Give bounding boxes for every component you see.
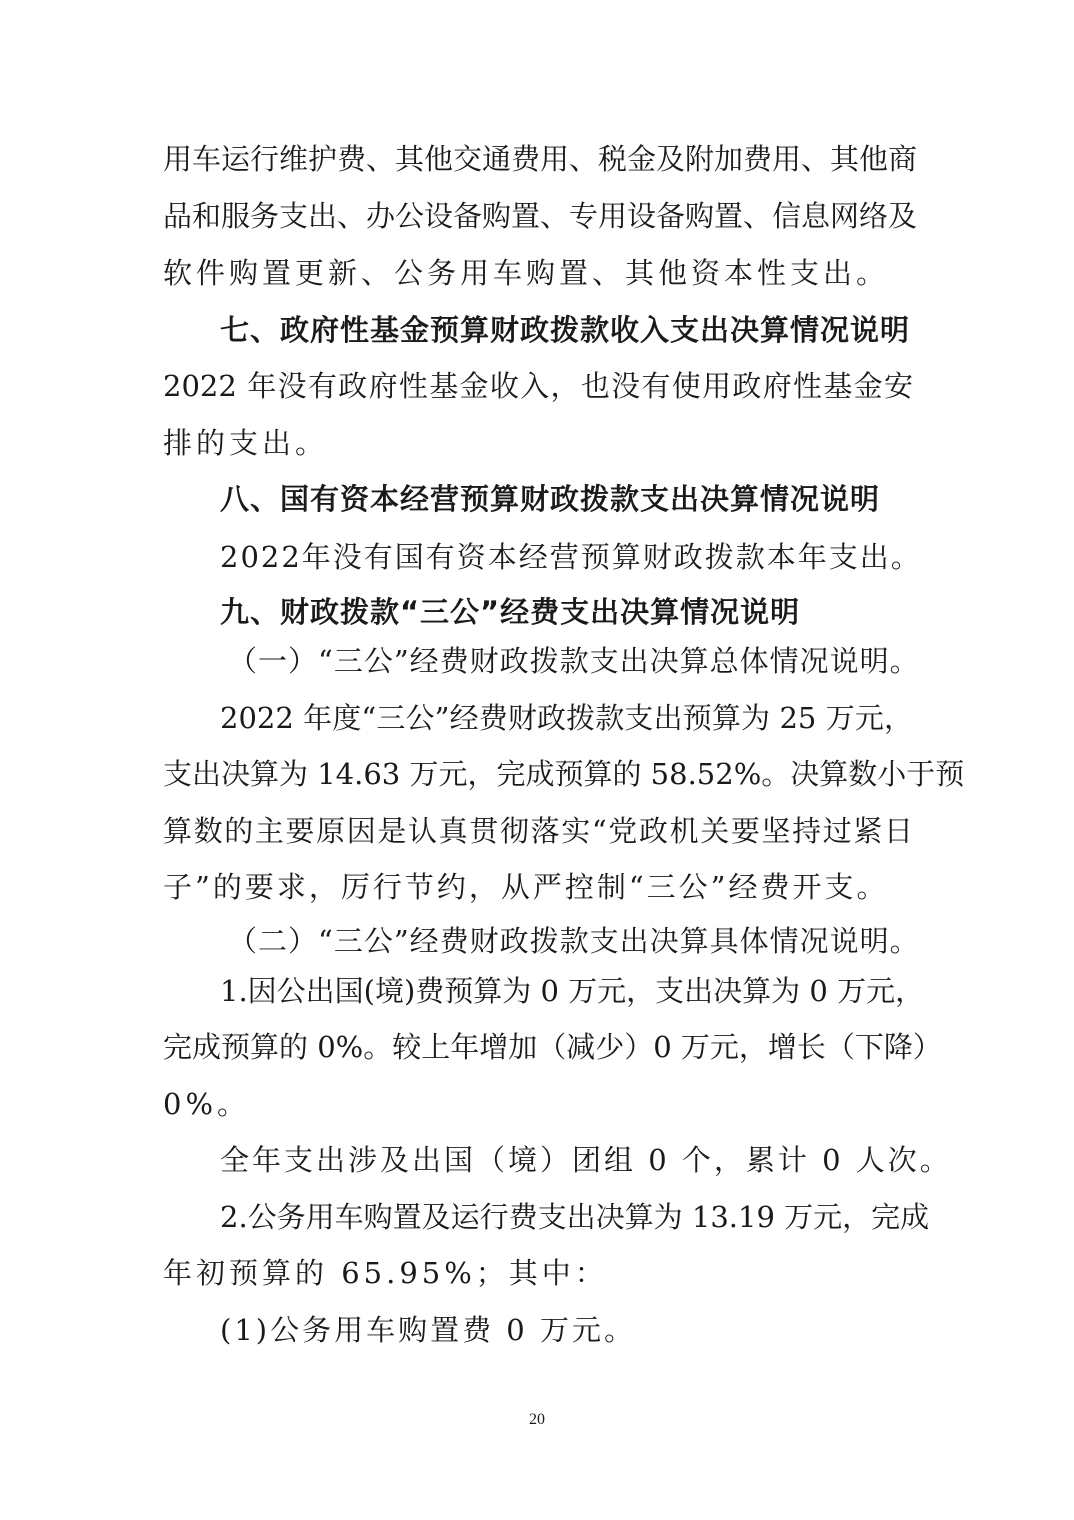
body-text-line: 2022 年度“三公”经费财政拨款支出预算为 25 万元， — [220, 701, 913, 735]
body-text-line: 支出决算为 14.63 万元，完成预算的 58.52%。决算数小于预 — [163, 757, 965, 791]
body-text-line: 年初预算的 65.95%；其中： — [163, 1256, 608, 1290]
body-text-line: 1.因公出国(境)费预算为 0 万元，支出决算为 0 万元， — [220, 974, 925, 1008]
subsection-heading-1: （一）“三公”经费财政拨款支出决算总体情况说明。 — [228, 644, 920, 678]
body-text-line: 2022 年没有政府性基金收入，也没有使用政府性基金安 — [163, 369, 913, 403]
body-text-line: 品和服务支出、办公设备购置、专用设备购置、信息网络及 — [163, 199, 918, 233]
section-heading-7: 七、政府性基金预算财政拨款收入支出决算情况说明 — [220, 313, 911, 347]
body-text-line: 完成预算的 0%。较上年增加（减少）0 万元，增长（下降） — [163, 1030, 942, 1064]
body-text-line: 用车运行维护费、其他交通费用、税金及附加费用、其他商 — [163, 142, 918, 176]
body-text-line: 全年支出涉及出国（境）团组 0 个，累计 0 人次。 — [220, 1143, 952, 1177]
body-text-line: (1)公务用车购置费 0 万元。 — [220, 1313, 636, 1347]
body-text-line: 2.公务用车购置及运行费支出决算为 13.19 万元，完成 — [220, 1200, 930, 1234]
section-heading-9: 九、财政拨款“三公”经费支出决算情况说明 — [220, 595, 801, 629]
section-heading-8: 八、国有资本经营预算财政拨款支出决算情况说明 — [220, 482, 881, 516]
body-text-line: 软件购置更新、公务用车购置、其他资本性支出。 — [163, 256, 890, 290]
body-text-line: 0%。 — [163, 1087, 251, 1121]
body-text-line: 排的支出。 — [163, 426, 329, 460]
body-text-line: 2022年没有国有资本经营预算财政拨款本年支出。 — [220, 540, 922, 574]
body-text-line: 子”的要求，厉行节约，从严控制“三公”经费开支。 — [163, 870, 889, 904]
subsection-heading-2: （二）“三公”经费财政拨款支出决算具体情况说明。 — [228, 924, 920, 958]
page-number: 20 — [529, 1411, 545, 1428]
body-text-line: 算数的主要原因是认真贯彻落实“党政机关要坚持过紧日 — [163, 814, 913, 848]
